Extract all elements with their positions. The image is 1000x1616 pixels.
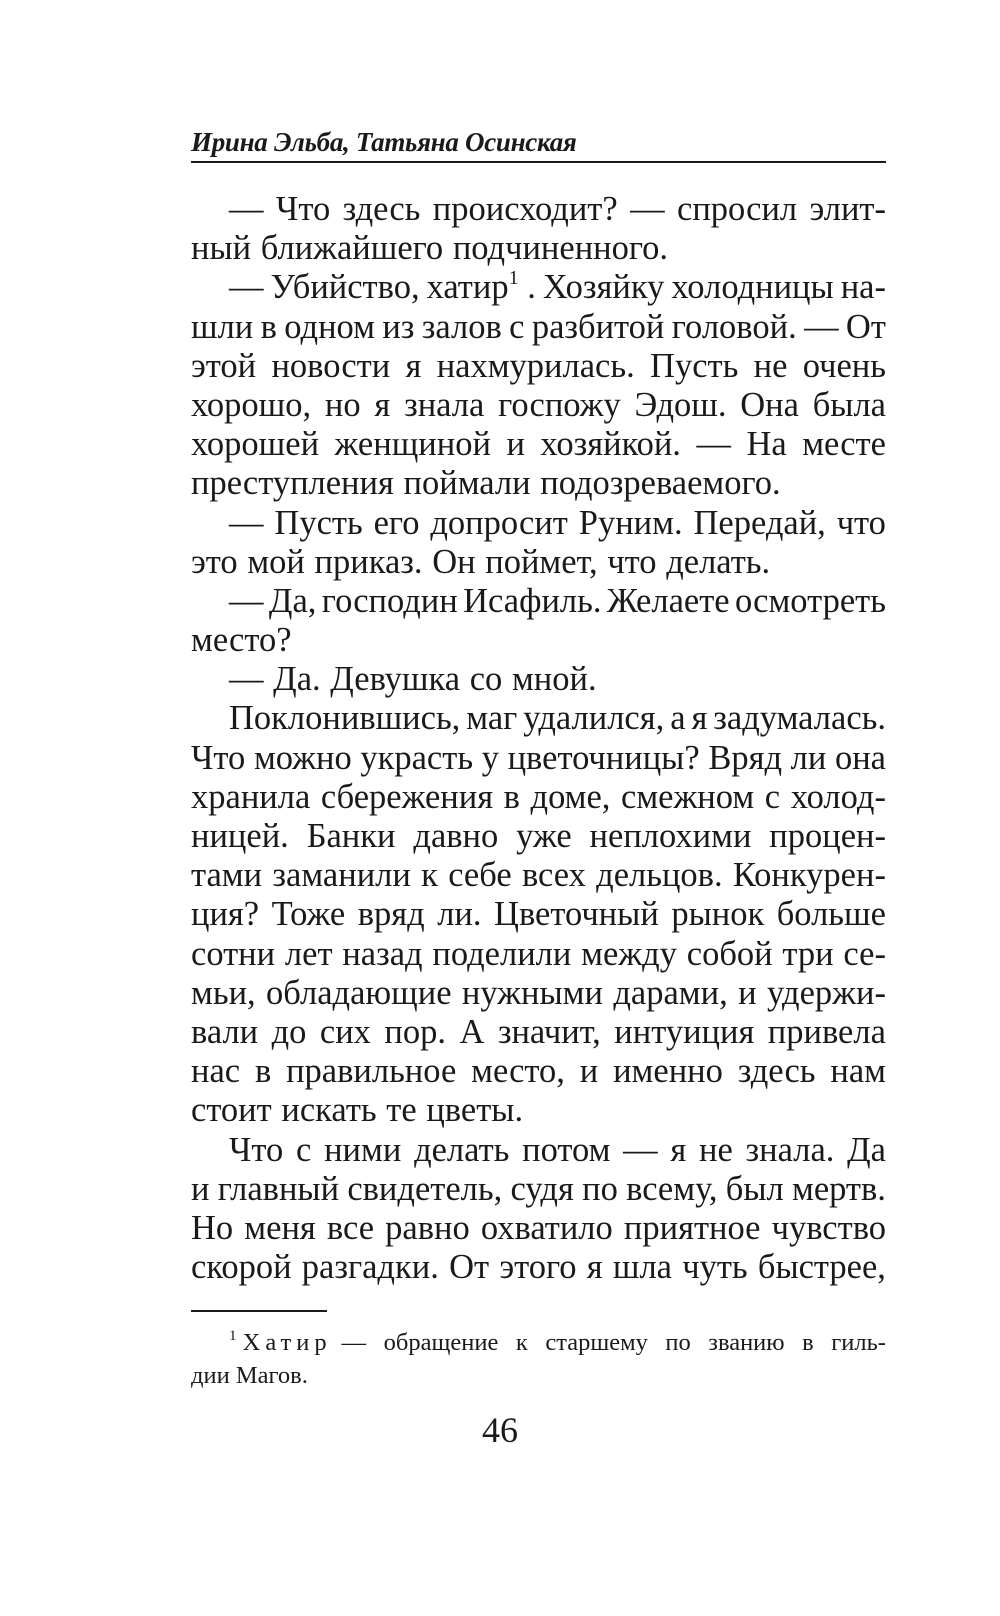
word: очень <box>802 346 886 385</box>
word: тами <box>191 856 263 895</box>
word: вряд <box>357 895 425 934</box>
word: именно <box>613 1052 723 1091</box>
word: холод- <box>790 777 886 816</box>
word: женщиной <box>334 425 491 464</box>
text-line <box>191 504 886 543</box>
text-line <box>191 1209 886 1248</box>
word: свидетель, <box>347 1169 503 1208</box>
word: давно <box>413 817 499 855</box>
word: Руним. <box>578 503 683 542</box>
footnote-lead <box>229 1326 332 1359</box>
text-line <box>191 660 886 699</box>
word: месте <box>802 425 886 464</box>
word: поделили <box>432 934 572 973</box>
word: делать <box>414 1130 510 1169</box>
word: себе <box>448 856 512 895</box>
text-line <box>191 582 886 621</box>
word: а <box>670 699 686 738</box>
word: я <box>670 1130 687 1169</box>
word: можно <box>253 738 352 777</box>
word: место, <box>471 1052 565 1091</box>
word: холодницы <box>671 268 834 307</box>
word: правильное <box>286 1052 457 1091</box>
word: у <box>481 738 499 777</box>
word: — <box>229 503 264 542</box>
word: к <box>515 1329 528 1356</box>
word: охватило <box>480 1208 613 1247</box>
footnote-term: Хатир <box>242 1329 332 1356</box>
word: Вряд <box>708 738 782 777</box>
word: мертв. <box>791 1169 886 1208</box>
page-number: 46 <box>482 1410 518 1450</box>
word: место? <box>191 621 292 660</box>
word-with-footnote-ref: хатир$^1$ . <box>426 267 536 307</box>
word: — <box>229 660 264 699</box>
word: искать <box>281 1091 377 1130</box>
word: нужными <box>461 973 603 1012</box>
word: привела <box>767 1012 886 1051</box>
text-line <box>191 817 886 856</box>
word: по <box>582 1169 618 1208</box>
word: обладающие <box>266 973 452 1012</box>
word: — <box>229 268 264 307</box>
word: три <box>782 934 834 973</box>
word: я <box>374 385 391 424</box>
text-line <box>191 1052 886 1091</box>
word: пор. <box>384 1012 446 1051</box>
word: вали <box>191 1012 259 1051</box>
word: Что <box>229 1130 284 1169</box>
word: стоит <box>191 1091 272 1130</box>
word: была <box>812 385 886 424</box>
word: равно <box>385 1208 470 1247</box>
word: к <box>421 856 438 895</box>
word: его <box>373 503 420 542</box>
word: — <box>630 190 665 228</box>
word: хозяйкой. <box>540 425 681 464</box>
word: элит- <box>809 190 886 228</box>
word: что <box>607 542 657 581</box>
word: хорошей <box>191 425 320 464</box>
word: процен- <box>769 817 886 855</box>
word: смежном <box>621 777 755 816</box>
word: ли <box>790 738 827 777</box>
text-line <box>191 621 886 660</box>
word: всему, <box>626 1169 718 1208</box>
word: она <box>834 738 886 777</box>
word: се- <box>843 934 886 973</box>
word: происходит? <box>432 190 618 228</box>
word: На <box>746 425 787 464</box>
word: знала. <box>745 1130 835 1169</box>
word: я <box>586 1248 603 1287</box>
word: дарами, <box>613 973 728 1012</box>
word: но <box>324 385 361 424</box>
word: делать. <box>666 542 771 581</box>
word: новости <box>271 346 391 385</box>
word: нахмурилась. <box>436 346 635 385</box>
word: разбитой <box>531 307 665 346</box>
word: цветы. <box>426 1091 524 1130</box>
word: чуть <box>682 1248 748 1287</box>
text-line <box>191 1248 886 1287</box>
footnote-reference[interactable]: 1 <box>508 267 519 290</box>
word: — <box>696 425 731 464</box>
word: осмотреть <box>735 581 886 620</box>
word: и <box>506 425 525 464</box>
text-line <box>191 895 886 934</box>
word: Что <box>275 190 331 228</box>
word: ция? <box>191 895 260 934</box>
word: между <box>581 934 677 973</box>
text-line <box>191 935 886 974</box>
text-line <box>191 1013 886 1052</box>
word: удержи- <box>766 973 886 1012</box>
word: я <box>405 346 422 385</box>
word: те <box>386 1091 417 1130</box>
footnote-rule <box>191 1310 327 1312</box>
word: Но <box>191 1208 234 1247</box>
word: хорошо, <box>191 385 312 424</box>
text-line <box>191 386 886 425</box>
word: ближайшего <box>260 229 444 268</box>
word: головой. <box>671 307 797 346</box>
word: мой <box>247 542 305 581</box>
word: обращение <box>383 1329 499 1356</box>
word: что <box>836 503 886 542</box>
word: из <box>382 307 415 346</box>
word: ный <box>191 229 252 268</box>
word: судя <box>510 1169 574 1208</box>
word: сих <box>319 1012 371 1051</box>
word: интуиция <box>614 1012 755 1051</box>
word: я <box>691 699 708 738</box>
word: все <box>326 1208 375 1247</box>
word: до <box>271 1012 307 1051</box>
word: От <box>449 1248 490 1287</box>
word: Цветочный <box>494 895 659 934</box>
text-line <box>191 464 886 503</box>
word: с <box>764 777 781 816</box>
word: — <box>623 1130 658 1169</box>
word: собой <box>686 934 773 973</box>
word: одном <box>284 307 375 346</box>
text-line <box>191 543 886 582</box>
word: залов <box>421 307 502 346</box>
word: сотни <box>191 934 276 973</box>
word: и <box>191 1169 210 1208</box>
word: шла <box>612 1248 672 1287</box>
word: в <box>254 1052 272 1091</box>
word: знала <box>404 385 485 424</box>
footnote-line: дии Магов. <box>191 1362 308 1389</box>
word: дельцов. <box>596 856 723 895</box>
footnote <box>191 1326 886 1392</box>
word: — <box>229 581 264 620</box>
word: — <box>341 1329 367 1356</box>
word: Поклонившись, <box>229 699 461 738</box>
word: не <box>699 1130 733 1169</box>
word: мной. <box>511 660 597 699</box>
word: Хозяйку <box>542 268 665 307</box>
word: чувство <box>771 1208 886 1247</box>
word: здесь <box>342 190 421 228</box>
word: спросил <box>677 190 798 228</box>
word: назад <box>342 934 423 973</box>
word: приятное <box>623 1208 761 1247</box>
word: поймет, <box>485 542 598 581</box>
word: заманили <box>272 856 411 895</box>
word: ними <box>324 1130 402 1169</box>
text-line <box>191 974 886 1013</box>
word: здесь <box>737 1052 816 1091</box>
word: Пусть <box>650 346 739 385</box>
word: всех <box>521 856 586 895</box>
word: был <box>725 1169 784 1208</box>
word: допросит <box>430 503 568 542</box>
word: подчиненного. <box>452 229 669 268</box>
word: поймали <box>403 464 531 503</box>
word: Исафиль. <box>463 581 602 620</box>
word: задумалась. <box>713 699 886 738</box>
word: От <box>845 307 886 346</box>
word: Конкурен- <box>732 856 886 895</box>
word: по <box>665 1329 691 1356</box>
word: лет <box>284 934 333 973</box>
word: Тоже <box>271 895 346 934</box>
word: скорой <box>191 1248 292 1287</box>
word: Пусть <box>274 503 363 542</box>
word: шли <box>191 307 254 346</box>
text-line <box>191 778 886 817</box>
word: Он <box>432 542 476 581</box>
word: это <box>191 542 238 581</box>
word: главный <box>217 1169 340 1208</box>
word: цветочницы? <box>507 738 700 777</box>
body-text <box>191 190 886 1287</box>
word: неплохими <box>589 817 752 855</box>
text-line <box>191 190 886 229</box>
word: подозреваемого. <box>540 464 781 503</box>
running-head: Ирина Эльба, Татьяна Осинская <box>191 127 577 157</box>
word: ницей. <box>191 817 289 855</box>
word: этой <box>191 346 257 385</box>
word: и <box>579 1052 599 1091</box>
word: потом <box>522 1130 611 1169</box>
word: мьи, <box>191 973 256 1012</box>
footnote-definition <box>342 1326 886 1359</box>
text-line <box>191 308 886 347</box>
word: не <box>753 346 788 385</box>
word: Эдош. <box>634 385 727 424</box>
word: маг <box>466 699 518 738</box>
word: с <box>509 307 525 346</box>
word: этого <box>499 1248 577 1287</box>
word: рынок <box>671 895 765 934</box>
word: больше <box>776 895 886 934</box>
text-line <box>191 1091 886 1130</box>
word: Убийство, <box>270 268 420 307</box>
footnote-line <box>191 1326 886 1359</box>
word: — <box>804 307 839 346</box>
word: Что <box>191 738 246 777</box>
word: Передай, <box>693 503 826 542</box>
word: Желаете <box>606 581 730 620</box>
header-rule <box>191 161 886 163</box>
word: доме, <box>530 777 611 816</box>
text-line <box>191 1170 886 1209</box>
text-line <box>191 1131 886 1170</box>
word: — <box>229 190 264 228</box>
text-line <box>191 229 886 268</box>
word: званию <box>708 1329 785 1356</box>
text-line <box>191 739 886 778</box>
word: сбережения <box>320 777 494 816</box>
word: старшему <box>545 1329 648 1356</box>
word: в <box>802 1329 814 1356</box>
word: Она <box>740 385 799 424</box>
word: Банки <box>306 817 396 855</box>
word: быстрее, <box>757 1248 886 1287</box>
word: преступления <box>191 464 394 503</box>
footnote-marker: 1 <box>229 1328 237 1344</box>
text-line <box>191 425 886 464</box>
word: Да. <box>273 660 321 699</box>
word: приказ. <box>314 542 423 581</box>
word: уже <box>516 817 572 855</box>
word: нам <box>830 1052 886 1091</box>
word: Да, <box>268 581 317 620</box>
word: значит, <box>497 1012 601 1051</box>
text-line <box>191 268 886 307</box>
word: меня <box>244 1208 316 1247</box>
word: с <box>296 1130 312 1169</box>
text-line <box>191 347 886 386</box>
word: нас <box>191 1052 241 1091</box>
text-line <box>191 699 886 738</box>
word: ли. <box>437 895 482 934</box>
word: господин <box>321 581 458 620</box>
word: А <box>459 1012 485 1051</box>
word: разгадки. <box>301 1248 439 1287</box>
word: госпожу <box>498 385 621 424</box>
text-line <box>191 856 886 895</box>
word: украсть <box>360 738 474 777</box>
word: хранила <box>191 777 311 816</box>
word: со <box>469 660 503 699</box>
word: Девушка <box>330 660 461 699</box>
word: гиль- <box>831 1329 886 1356</box>
word: Да <box>847 1130 886 1169</box>
word: в <box>260 307 277 346</box>
word: на- <box>840 268 886 307</box>
word: удалился, <box>523 699 665 738</box>
word: и <box>738 973 757 1012</box>
word: в <box>503 777 520 816</box>
